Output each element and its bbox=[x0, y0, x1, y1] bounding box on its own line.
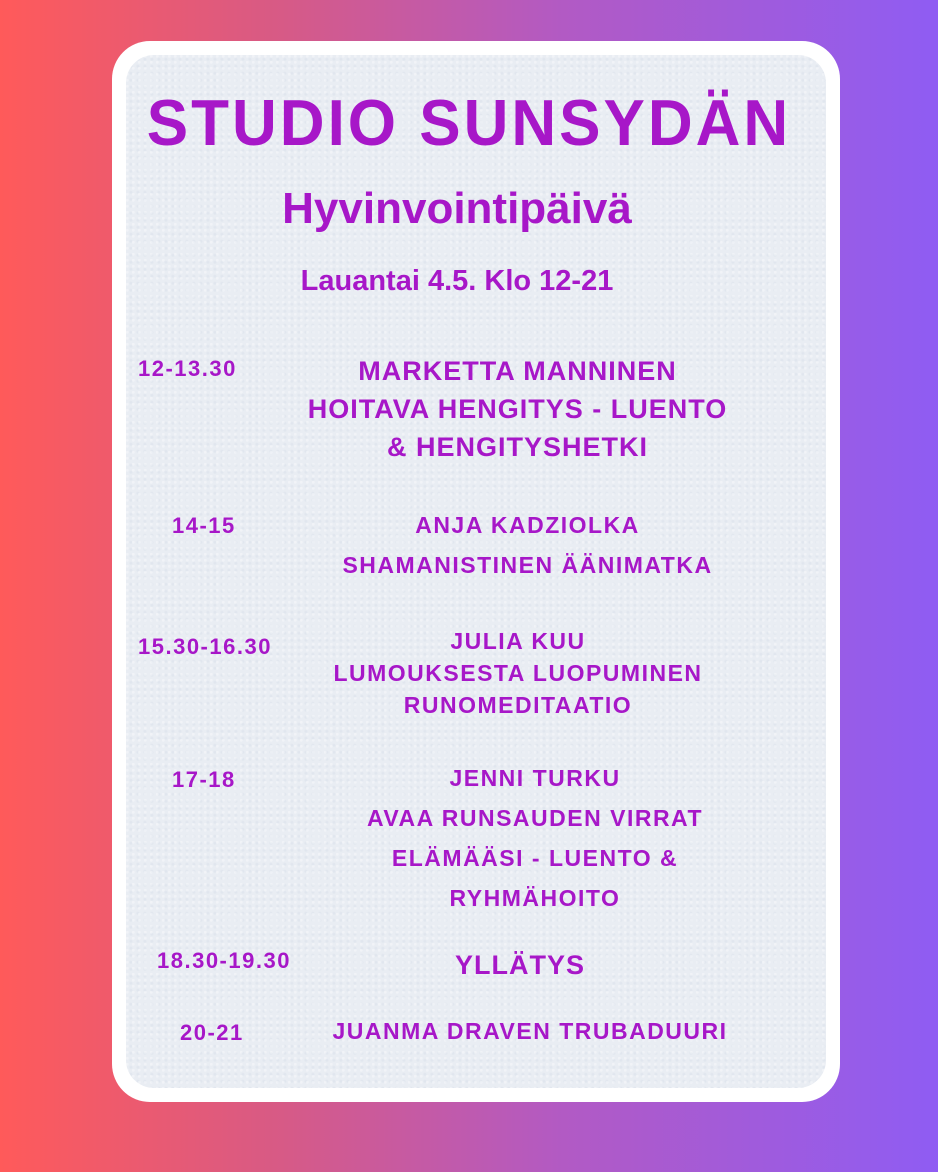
session-description bbox=[320, 1011, 740, 1051]
session-time: 12-13.30 bbox=[138, 356, 237, 381]
session-line: ELÄMÄÄSI - LUENTO & bbox=[391, 845, 679, 871]
event-date: Lauantai 4.5. Klo 12-21 bbox=[300, 265, 614, 297]
session-time: 20-21 bbox=[180, 1020, 244, 1045]
session-line: LUMOUKSESTA LUOPUMINEN bbox=[333, 660, 703, 686]
session-description bbox=[300, 352, 735, 466]
session-line: JUANMA DRAVEN TRUBADUURI bbox=[332, 1018, 728, 1044]
event-subtitle: Hyvinvointipäivä bbox=[282, 184, 632, 233]
session-description bbox=[300, 505, 755, 585]
session-line: SHAMANISTINEN ÄÄNIMATKA bbox=[342, 552, 713, 578]
session-line: RYHMÄHOITO bbox=[449, 885, 621, 911]
session-description bbox=[440, 946, 600, 984]
session-line: RUNOMEDITAATIO bbox=[403, 692, 633, 718]
session-line: MARKETTA MANNINEN bbox=[358, 356, 677, 386]
studio-title: STUDIO SUNSYDÄN bbox=[146, 87, 792, 160]
session-time: 17-18 bbox=[172, 767, 236, 792]
session-time: 15.30-16.30 bbox=[138, 634, 272, 659]
session-line: HOITAVA HENGITYS - LUENTO bbox=[307, 394, 728, 424]
session-line: YLLÄTYS bbox=[454, 950, 585, 980]
session-line: ANJA KADZIOLKA bbox=[415, 512, 640, 538]
session-line: JULIA KUU bbox=[450, 628, 586, 654]
session-line: AVAA RUNSAUDEN VIRRAT bbox=[366, 805, 704, 831]
session-time: 18.30-19.30 bbox=[157, 948, 291, 973]
session-line: & HENGITYSHETKI bbox=[386, 432, 649, 462]
session-line: JENNI TURKU bbox=[449, 765, 621, 791]
session-description bbox=[330, 758, 740, 918]
session-time: 14-15 bbox=[172, 513, 236, 538]
session-description bbox=[318, 625, 718, 721]
